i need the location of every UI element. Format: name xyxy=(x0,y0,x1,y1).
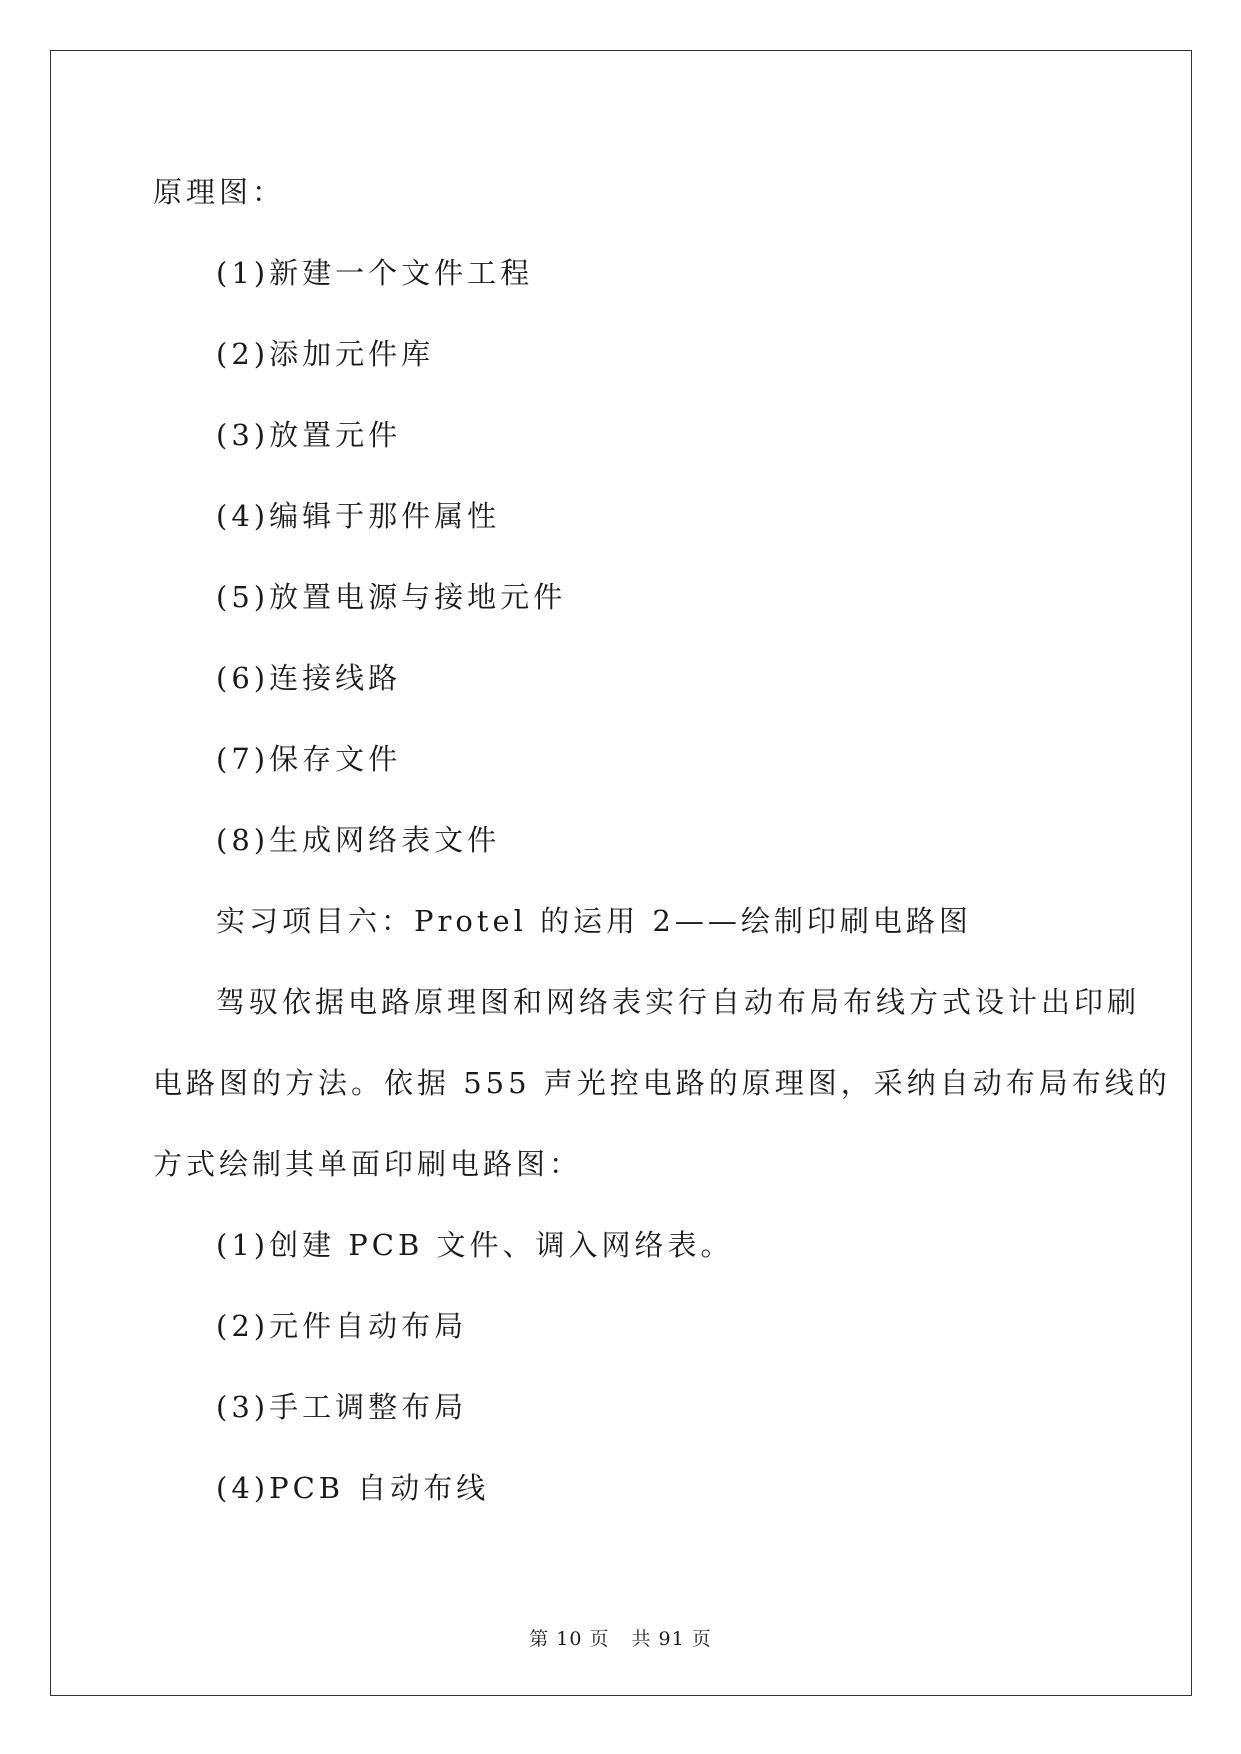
body-line: (1)创建 PCB 文件、调入网络表。 xyxy=(216,1228,734,1262)
body-line: (2)元件自动布局 xyxy=(216,1309,468,1343)
body-line: 原理图： xyxy=(153,175,286,209)
body-line: (3)放置元件 xyxy=(216,418,402,452)
body-line: (4)编辑于那件属性 xyxy=(216,499,501,533)
body-line: (6)连接线路 xyxy=(216,661,402,695)
body-line: (3)手工调整布局 xyxy=(216,1390,468,1424)
page-footer xyxy=(0,1630,1241,1649)
body-line: (1)新建一个文件工程 xyxy=(216,256,534,290)
body-line: (4)PCB 自动布线 xyxy=(216,1471,490,1505)
page-border xyxy=(50,50,1192,1696)
paragraph-line: 电路图的方法。依据 555 声光控电路的原理图，采纳自动布局布线的 xyxy=(153,1066,1171,1100)
paragraph-line: 驾驭依据电路原理图和网络表实行自动布局布线方式设计出印刷 xyxy=(216,985,1141,1019)
paragraph-line: 方式绘制其单面印刷电路图： xyxy=(153,1147,583,1181)
page-total: 共 91 页 xyxy=(631,1628,712,1650)
section-heading: 实习项目六：Protel 的运用 2——绘制印刷电路图 xyxy=(216,904,972,938)
body-line: (7)保存文件 xyxy=(216,742,402,776)
body-line: (5)放置电源与接地元件 xyxy=(216,580,567,614)
page-number: 第 10 页 xyxy=(529,1628,610,1650)
body-line: (8)生成网络表文件 xyxy=(216,823,501,857)
body-line: (2)添加元件库 xyxy=(216,337,435,371)
